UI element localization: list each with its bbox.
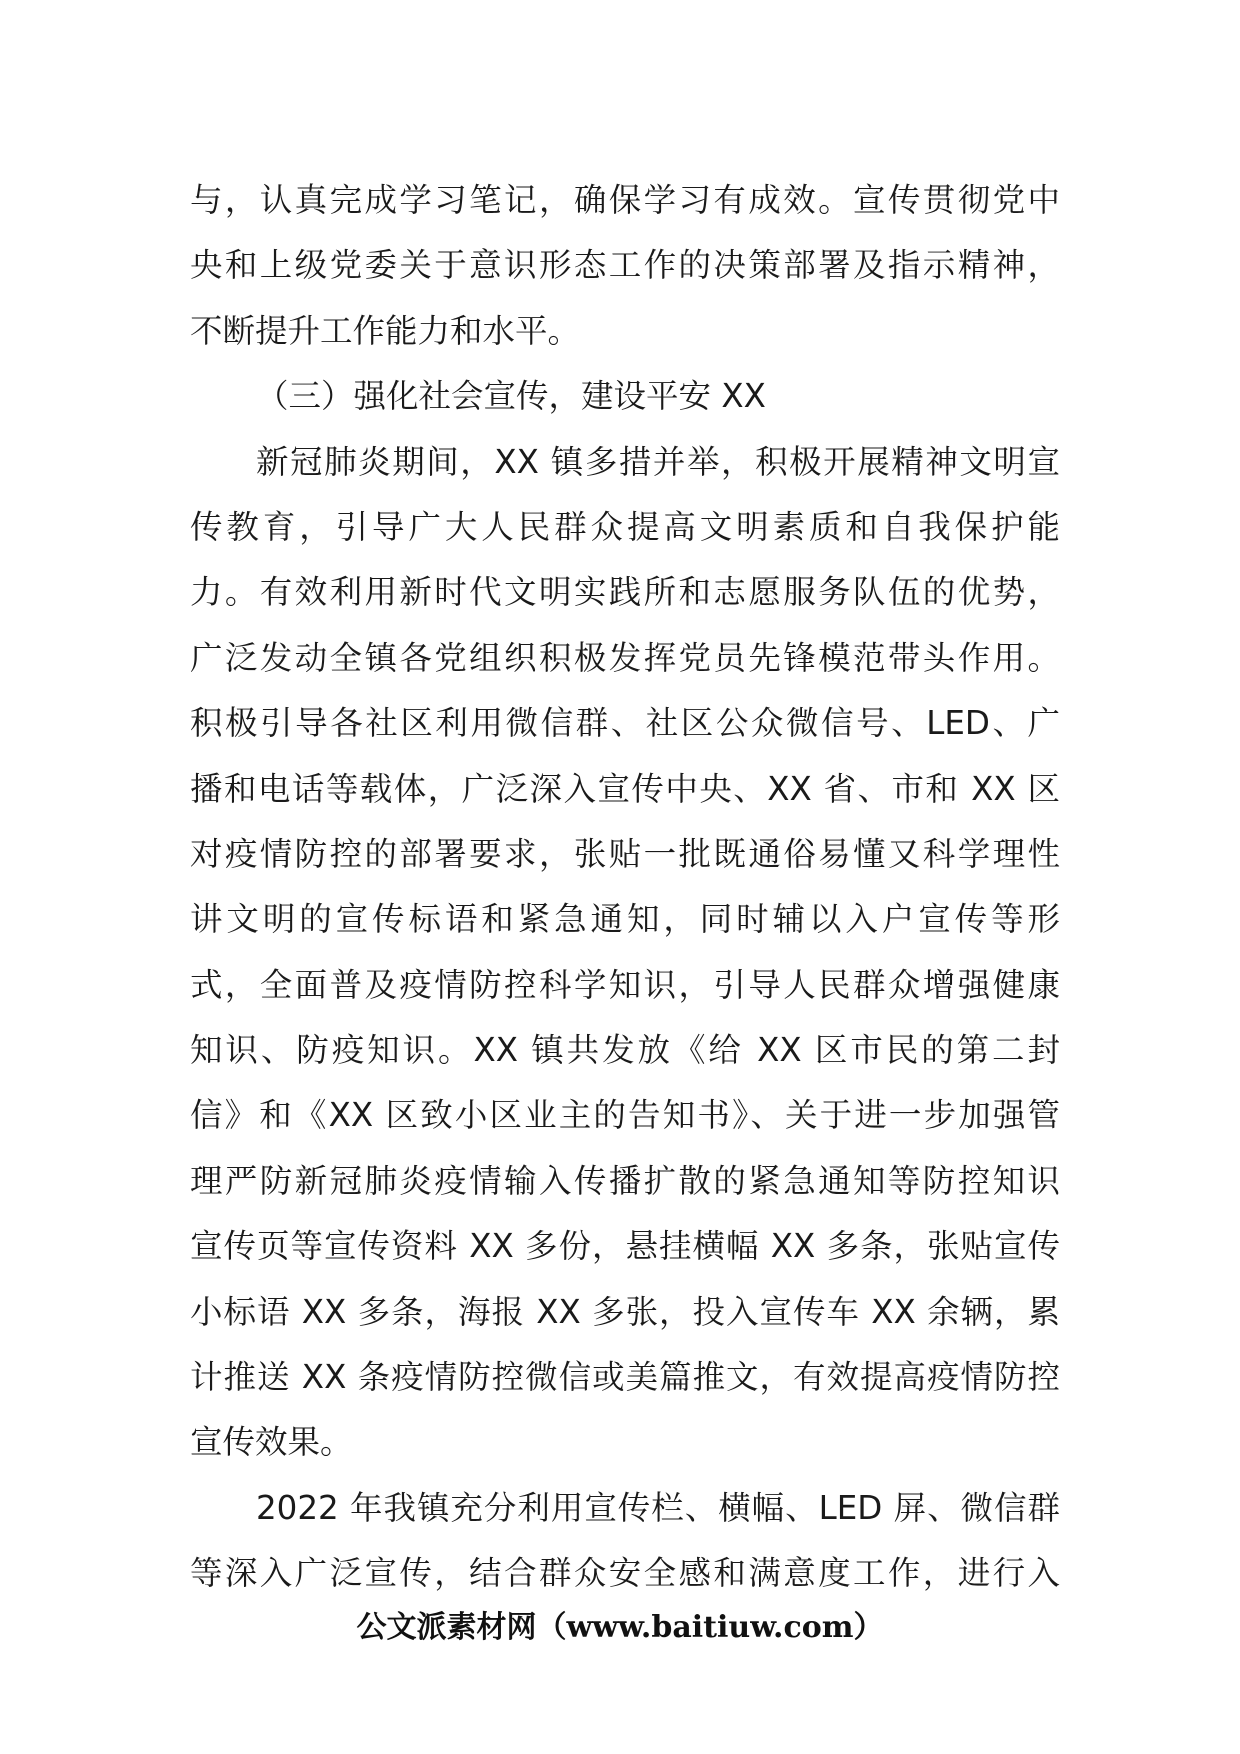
text-line: 理严防新冠肺炎疫情输入传播扩散的紧急通知等防控知识 bbox=[190, 1161, 1060, 1200]
text-line: 央和上级党委关于意识形态工作的决策部署及指示精神， bbox=[190, 246, 1060, 285]
text-line: 知识、防疫知识。XX 镇共发放《给 XX 区市民的第二封 bbox=[190, 1031, 1060, 1070]
text-line: 传教育，引导广大人民群众提高文明素质和自我保护能 bbox=[190, 507, 1060, 546]
text-line: 与，认真完成学习笔记，确保学习有成效。宣传贯彻党中 bbox=[190, 181, 1060, 219]
text-line: 播和电话等载体，广泛深入宣传中央、XX 省、市和 XX 区 bbox=[190, 769, 1060, 808]
text-line: 等深入广泛宣传，结合群众安全感和满意度工作，进行入 bbox=[190, 1554, 1060, 1593]
text-line: 不断提升工作能力和水平。 bbox=[190, 311, 581, 350]
footer-watermark: 公文派素材网（www.baitiuw.com） bbox=[356, 1610, 884, 1645]
text-line: 讲文明的宣传标语和紧急通知，同时辅以入户宣传等形 bbox=[190, 900, 1060, 939]
text-line: 2022 年我镇充分利用宣传栏、横幅、LED 屏、微信群 bbox=[256, 1488, 1060, 1527]
text-line: 宣传效果。 bbox=[190, 1423, 353, 1462]
text-line: 力。有效利用新时代文明实践所和志愿服务队伍的优势， bbox=[190, 573, 1060, 612]
text-line: 式，全面普及疫情防控科学知识，引导人民群众增强健康 bbox=[190, 965, 1060, 1004]
text-line: 对疫情防控的部署要求，张贴一批既通俗易懂又科学理性 bbox=[190, 834, 1060, 873]
text-line: 计推送 XX 条疫情防控微信或美篇推文，有效提高疫情防控 bbox=[190, 1358, 1060, 1397]
text-line: 积极引导各社区利用微信群、社区公众微信号、LED、广 bbox=[190, 704, 1060, 743]
text-line: 广泛发动全镇各党组织积极发挥党员先锋模范带头作用。 bbox=[190, 638, 1060, 677]
text-line: 信》和《XX 区致小区业主的告知书》、关于进一步加强管 bbox=[190, 1096, 1060, 1135]
document-body bbox=[190, 168, 1060, 1607]
text-line: 新冠肺炎期间，XX 镇多措并举，积极开展精神文明宣 bbox=[256, 442, 1060, 481]
section-heading: （三）强化社会宣传，建设平安 XX bbox=[256, 377, 766, 416]
text-line: 小标语 XX 多条，海报 XX 多张，投入宣传车 XX 余辆，累 bbox=[190, 1292, 1060, 1331]
text-line: 宣传页等宣传资料 XX 多份，悬挂横幅 XX 多条，张贴宣传 bbox=[190, 1227, 1060, 1266]
